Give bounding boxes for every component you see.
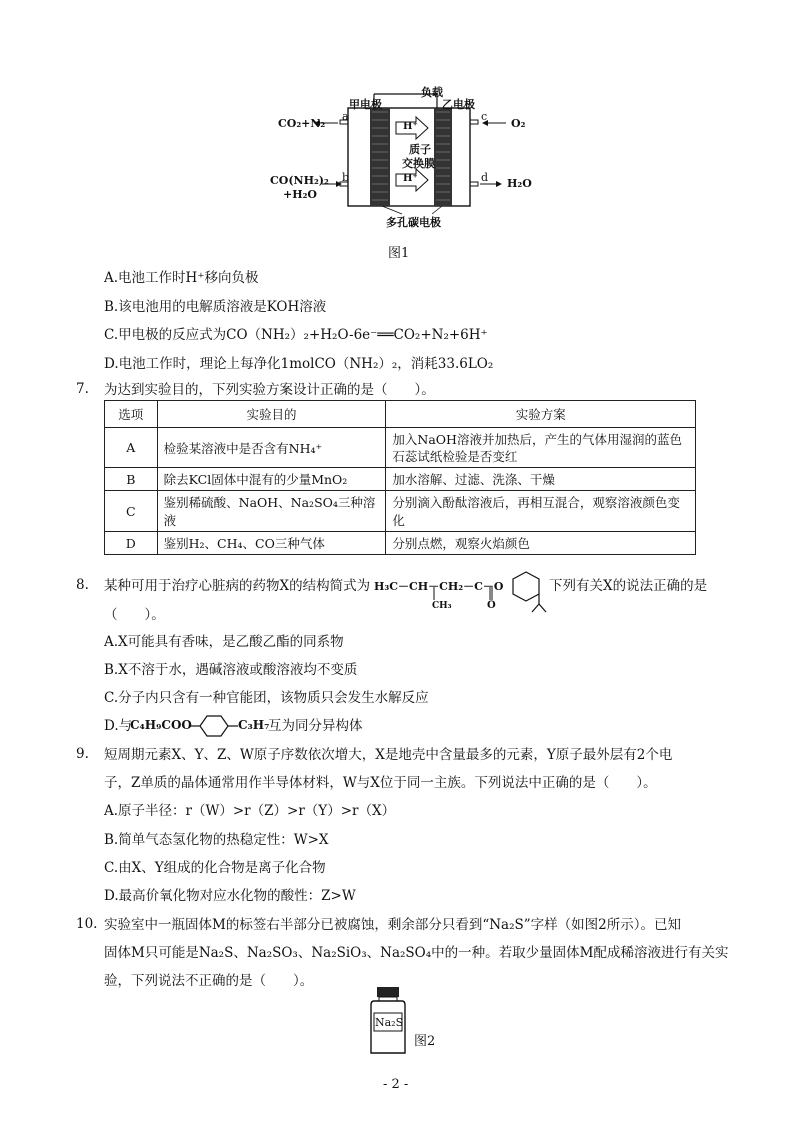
row-plan: 分别滴入酚酞溶液后，再相互混合，观察溶液颜色变化 — [386, 491, 696, 532]
row-purpose: 鉴别H₂、CH₄、CO三种气体 — [157, 532, 386, 555]
q9-option-d: D.最高价氧化物对应水化物的酸性：Z>W — [104, 888, 356, 904]
anode-porous-electrode — [370, 108, 390, 206]
table-row — [105, 491, 696, 532]
q10-number: 10. — [76, 916, 98, 932]
water-input-label: +H₂O — [283, 188, 318, 201]
figure1-caption: 图1 — [388, 246, 410, 261]
header-option: 选项 — [105, 401, 158, 428]
q8-option-d-suffix: 互为同分异构体 — [268, 718, 363, 734]
co2-n2-output-label: CO₂+N₂ — [278, 117, 326, 130]
q10-stem-line2: 固体M只可能是Na₂S、Na₂SO₃、Na₂SiO₃、Na₂SO₄中的一种。若取少量固体M配成稀溶液进行有关实 — [104, 945, 729, 961]
row-option: C — [105, 491, 158, 532]
port-b-label: b — [342, 171, 350, 184]
q6-option-d: D.电池工作时，理论上每净化1molCO（NH₂）₂，消耗33.6LO₂ — [104, 356, 494, 372]
q6-option-b: B.该电池用的电解质溶液是KOH溶液 — [104, 299, 327, 315]
load-label: 负载 — [421, 86, 443, 99]
port-a-label: a — [342, 110, 349, 123]
q7-number: 7. — [76, 381, 89, 397]
q8-structure-main-chain: H₃C－CH－CH₂－C－O — [374, 580, 504, 593]
q9-number: 9. — [76, 746, 89, 762]
figure2-caption: 图2 — [414, 1034, 436, 1049]
q6-option-a: A.电池工作时H⁺移向负极 — [104, 270, 259, 286]
header-purpose: 实验目的 — [157, 401, 386, 428]
q10-stem-line1: 实验室中一瓶固体M的标签右半部分已被腐蚀，剩余部分只看到“Na₂S”字样（如图2所示）。已知 — [104, 917, 681, 933]
q8-option-d-prefix: D.与 — [104, 718, 133, 734]
row-plan: 加入NaOH溶液并加热后，产生的气体用湿润的蓝色石蕊试纸检验是否变红 — [386, 428, 696, 468]
row-option: B — [105, 468, 158, 491]
q8-cyclohexane-ring — [190, 712, 238, 740]
membrane-label-2: 交换膜 — [402, 157, 435, 170]
jia-electrode-label: 甲电极 — [349, 98, 382, 111]
q8-option-b: B.X不溶于水，遇碱溶液或酸溶液均不变质 — [104, 662, 358, 678]
yi-electrode-label: 乙电极 — [442, 98, 475, 111]
q9-stem-line2: 子，Z单质的晶体通常用作半导体材料，W与X位于同一主族。下列说法中正确的是（ ）。 — [104, 775, 657, 791]
q9-option-a: A.原子半径：r（W）>r（Z）>r（Y）>r（X） — [104, 803, 396, 819]
q10-stem-line3: 验，下列说法不正确的是（ ）。 — [104, 973, 314, 989]
bottle-label-text: Na₂S — [375, 1016, 404, 1029]
q8-option-d-left-group: C₄H₉COO — [130, 718, 192, 732]
proton-label-bottom: H⁺ — [403, 173, 418, 184]
table-row — [105, 532, 696, 555]
row-plan: 分别点燃，观察火焰颜色 — [386, 532, 696, 555]
q8-option-a: A.X可能具有香味，是乙酸乙酯的同系物 — [104, 634, 344, 650]
o2-input-label: O₂ — [511, 117, 526, 130]
q8-structure-carbonyl-o: O — [487, 600, 496, 611]
row-purpose: 检验某溶液中是否含有NH₄⁺ — [157, 428, 386, 468]
q8-menthyl-ring-structure — [422, 566, 562, 618]
q9-option-b: B.简单气态氢化物的热稳定性：W>X — [104, 832, 329, 848]
q9-option-c: C.由X、Y组成的化合物是离子化合物 — [104, 860, 326, 876]
q8-stem-part3: （ ）。 — [104, 607, 165, 623]
header-plan: 实验方案 — [386, 401, 696, 428]
q8-number: 8. — [76, 577, 89, 593]
porous-electrode-label: 多孔碳电极 — [386, 216, 441, 229]
proton-label-top: H⁺ — [403, 121, 418, 132]
row-purpose: 除去KCl固体中混有的少量MnO₂ — [157, 468, 386, 491]
water-output-label: H₂O — [507, 177, 532, 190]
port-d-label: d — [481, 171, 489, 184]
q7-stem: 为达到实验目的，下列实验方案设计正确的是（ ）。 — [104, 382, 435, 398]
port-c-label: c — [481, 110, 488, 123]
table-row — [105, 468, 696, 491]
q8-stem-part2: 下列有关X的说法正确的是 — [549, 578, 708, 594]
row-option: D — [105, 532, 158, 555]
q8-option-c: C.分子内只含有一种官能团，该物质只会发生水解反应 — [104, 690, 429, 706]
q9-stem-line1: 短周期元素X、Y、Z、W原子序数依次增大，X是地壳中含量最多的元素，Y原子最外层有2个电 — [104, 747, 673, 763]
row-purpose: 鉴别稀硫酸、NaOH、Na₂SO₄三种溶液 — [157, 491, 386, 532]
q8-stem-part1: 某种可用于治疗心脏病的药物X的结构简式为 — [104, 578, 371, 594]
row-option: A — [105, 428, 158, 468]
q6-option-c: C.甲电极的反应式为CO（NH₂）₂+H₂O-6e⁻══CO₂+N₂+6H⁺ — [104, 327, 488, 343]
table-header-row — [105, 401, 696, 428]
q8-option-d-right-group: C₃H₇ — [238, 718, 270, 732]
membrane-label-1: 质子 — [409, 143, 431, 156]
page-number: - 2 - — [383, 1077, 409, 1092]
urea-input-label: CO(NH₂)₂ — [270, 174, 329, 187]
cathode-porous-electrode — [434, 108, 452, 206]
q7-experiment-table — [104, 400, 696, 555]
q8-structure-methyl: CH₃ — [432, 601, 452, 611]
table-row — [105, 428, 696, 468]
row-plan: 加水溶解、过滤、洗涤、干燥 — [386, 468, 696, 491]
